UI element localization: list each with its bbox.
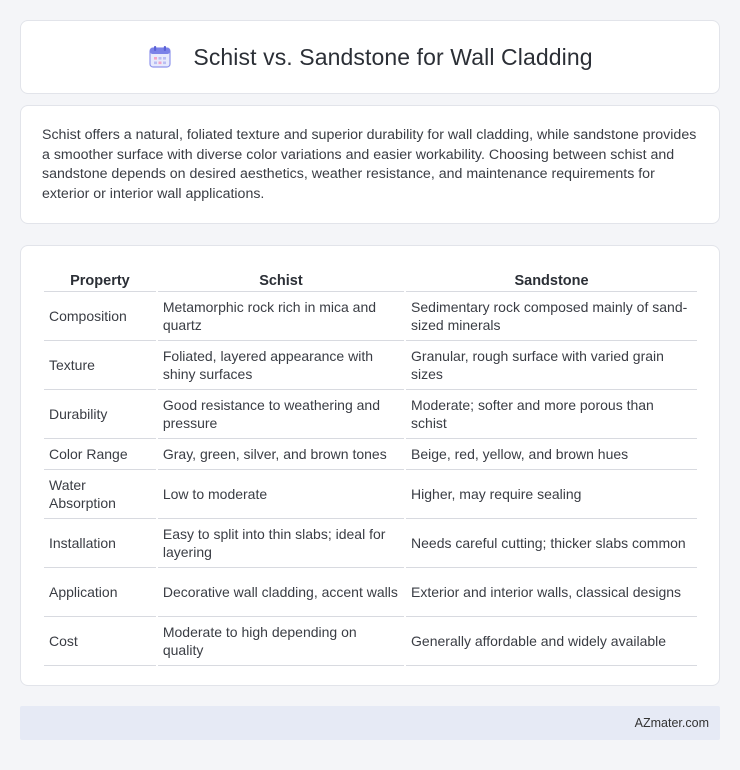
table-row (44, 617, 697, 666)
intro-text: Schist offers a natural, foliated texture and superior durability for wall cladding, while sandstone provides a smoother surface with diverse color variations and easier workability. Choosing between schist and sandstone depends on desired aesthetics, weather resistance, and maintenance requirements for exterior or interior wall applications. (42, 127, 697, 202)
property-cell: Composition (44, 292, 156, 341)
header-sandstone: Sandstone (406, 266, 697, 292)
table-row (44, 470, 697, 519)
sandstone-cell: Granular, rough surface with varied grain sizes (406, 341, 697, 390)
schist-cell: Moderate to high depending on quality (158, 617, 404, 666)
schist-cell: Metamorphic rock rich in mica and quartz (158, 292, 404, 341)
table-row (44, 341, 697, 390)
schist-cell: Easy to split into thin slabs; ideal for layering (158, 519, 404, 568)
property-cell: Color Range (44, 439, 156, 470)
schist-cell: Decorative wall cladding, accent walls (158, 568, 404, 617)
table-row (44, 292, 697, 341)
calendar-icon (147, 44, 173, 70)
schist-cell: Good resistance to weathering and pressure (158, 390, 404, 439)
property-cell: Application (44, 568, 156, 617)
property-cell: Installation (44, 519, 156, 568)
intro-card (20, 105, 720, 224)
footer-site: AZmater.com (634, 716, 709, 730)
property-cell: Durability (44, 390, 156, 439)
comparison-table (42, 266, 699, 666)
sandstone-cell: Needs careful cutting; thicker slabs common (406, 519, 697, 568)
property-cell: Cost (44, 617, 156, 666)
header-property: Property (44, 266, 156, 292)
page-title: Schist vs. Sandstone for Wall Cladding (193, 43, 593, 70)
table-row (44, 519, 697, 568)
table-row (44, 390, 697, 439)
sandstone-cell: Exterior and interior walls, classical designs (406, 568, 697, 617)
sandstone-cell: Sedimentary rock composed mainly of sand-sized minerals (406, 292, 697, 341)
sandstone-cell: Higher, may require sealing (406, 470, 697, 519)
table-row (44, 439, 697, 470)
header-schist: Schist (158, 266, 404, 292)
title-card (20, 20, 720, 94)
footer (20, 706, 720, 740)
sandstone-cell: Beige, red, yellow, and brown hues (406, 439, 697, 470)
table-row (44, 568, 697, 617)
schist-cell: Low to moderate (158, 470, 404, 519)
table-header-row (44, 266, 697, 292)
schist-cell: Foliated, layered appearance with shiny surfaces (158, 341, 404, 390)
property-cell: Texture (44, 341, 156, 390)
property-cell: Water Absorption (44, 470, 156, 519)
schist-cell: Gray, green, silver, and brown tones (158, 439, 404, 470)
sandstone-cell: Moderate; softer and more porous than schist (406, 390, 697, 439)
comparison-card (20, 245, 720, 686)
sandstone-cell: Generally affordable and widely available (406, 617, 697, 666)
